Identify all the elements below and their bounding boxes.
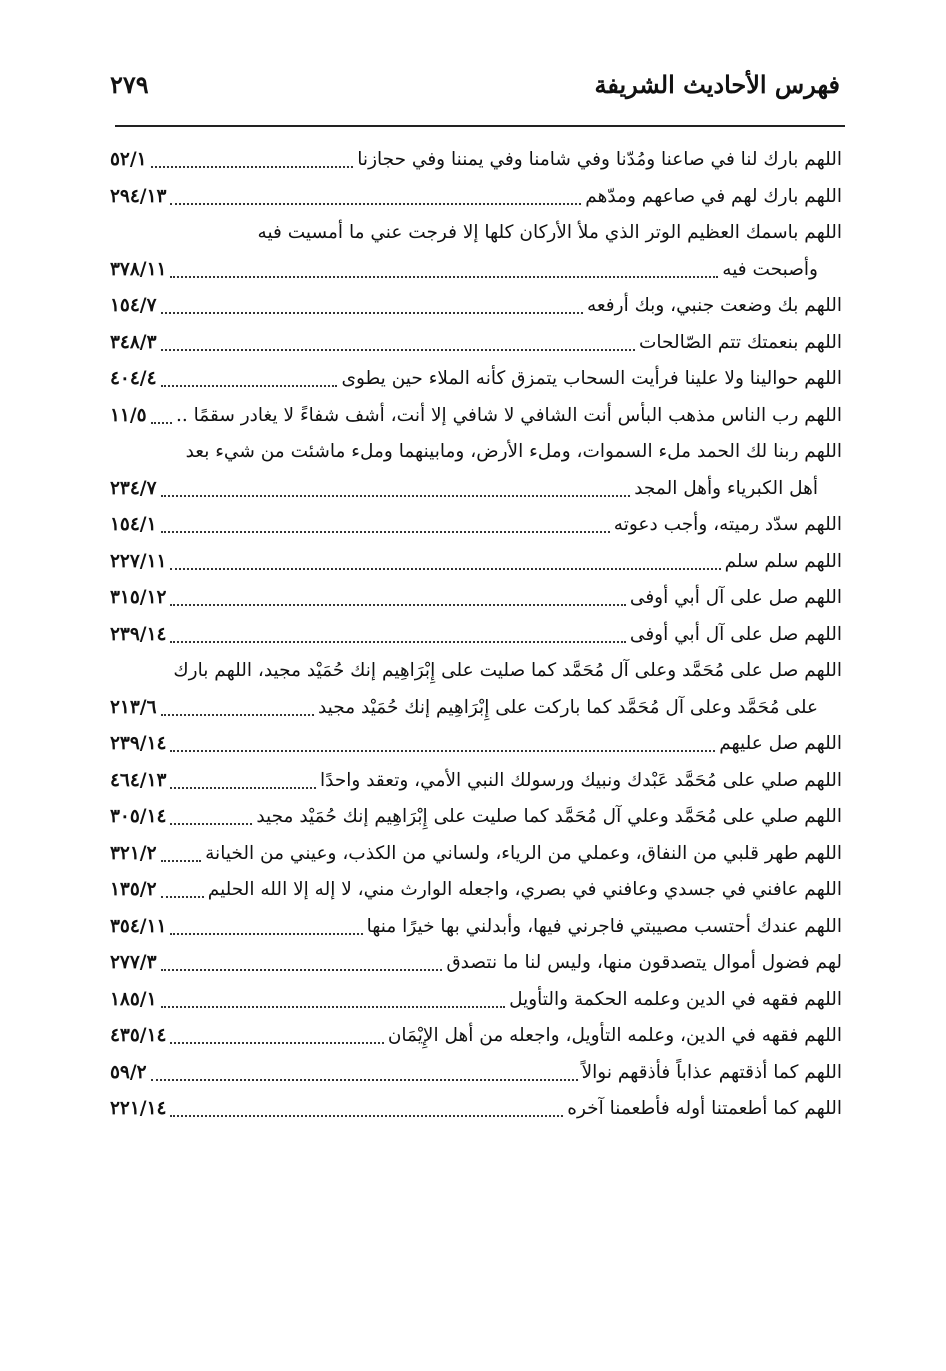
entry-text: اللهم صل عليهم [719,733,842,754]
entry-text: اللهم صلي على مُحَمَّد عَبْدك ونبيك ورسولك النبي الأمي، وتعقد واحدًا [319,769,842,791]
leader-dots [161,1006,506,1008]
entry-text: اللهم صل على مُحَمَّد وعلى آل مُحَمَّد كما صليت على إِبْرَاهِيم إنك حُمَيْد مجيد، اللهم بارك [173,660,842,681]
entry-reference: ١١/٥ [110,404,147,426]
entry-reference: ٣٥٤/١١ [110,915,167,937]
hadith-index-list [110,142,842,1128]
entry-text: اللهم طهر قلبي من النفاق، وعملي من الرياء، ولساني من الكذب، وعيني من الخيانة [205,842,842,864]
list-item [110,653,842,690]
leader-dots [170,750,715,752]
entry-reference: ١٥٤/٧ [110,295,157,316]
entry-reference: ٣٠٥/١٤ [110,806,167,827]
entry-reference: ٤٠٤/٤ [110,368,157,389]
entry-text: اللهم سلم سلم [724,550,842,572]
entry-text: اللهم سدّد رميته، وأجب دعوته [613,514,842,535]
list-item [110,325,842,362]
leader-dots [161,385,338,387]
entry-reference: ١٨٥/١ [110,988,157,1010]
entry-text: اللهم عندك أحتسب مصيبتي فاجرني فيها، وأبدلني بها خيرًا منها [366,915,842,937]
list-item [110,471,842,508]
leader-dots [161,896,204,898]
list-item [110,142,842,179]
list-item [110,763,842,800]
entry-text: اللهم بك وضعت جنبي، وبك أرفعه [586,295,842,316]
list-item [110,799,842,836]
entry-text: وأصبحت فيه [722,258,818,280]
leader-dots [170,604,625,606]
entry-reference: ٥٩/٢ [110,1061,147,1083]
entry-text: اللهم رب الناس مذهب البأس أنت الشافي لا شافي إلا أنت، أشف شفاءً لا يغادر سقمًا .. [176,404,842,426]
entry-text: اللهم باسمك العظيم الوتر الذي ملأ الأركان كلها إلا فرجت عني ما أمسيت فيه [257,222,842,243]
leader-dots [161,349,635,351]
list-item [110,872,842,909]
entry-reference: ٢٩٤/١٣ [110,185,167,207]
list-item [110,1018,842,1055]
entry-text: اللهم فقهه في الدين، وعلمه التأويل، واجعله من أهل الإِيْمَان [387,1025,842,1046]
leader-dots [151,1079,578,1081]
list-item [110,982,842,1019]
list-item [110,1091,842,1128]
leader-dots [161,969,443,971]
leader-dots [170,203,581,205]
leader-dots [161,860,202,862]
entry-text: اللهم عافني في جسدي وعافني في بصري، واجعله الوارث مني، لا إله إلا الله الحليم [207,879,842,900]
leader-dots [151,422,172,424]
list-item [110,1055,842,1092]
entry-reference: ٢٣٩/١٤ [110,733,167,754]
entry-text: على مُحَمَّد وعلى آل مُحَمَّد كما باركت على إِبْرَاهِيم إنك حُمَيْد مجيد [317,696,818,718]
entry-reference: ٣٤٨/٣ [110,331,157,353]
entry-reference: ١٥٤/١ [110,514,157,535]
entry-text: اللهم بارك لهم في صاعهم ومدّهم [585,185,842,207]
list-item [110,836,842,873]
list-item [110,398,842,435]
entry-reference: ٤٣٥/١٤ [110,1025,167,1046]
entry-text: اللهم حوالينا ولا علينا فرأيت السحاب يتمزق كأنه الملاء حين يطوى [341,368,842,389]
entry-text: لهم فضول أموال يتصدقون منها، وليس لنا ما نتصدق [446,952,842,973]
entry-reference: ٣٢١/٢ [110,842,157,864]
entry-text: أهل الكبرياء وأهل المجد [634,477,818,499]
list-item [110,215,842,252]
entry-reference: ٢٢٧/١١ [110,550,167,572]
list-item [110,179,842,216]
list-item [110,288,842,325]
leader-dots [161,714,314,716]
leader-dots [161,531,610,533]
entry-reference: ٣٧٨/١١ [110,258,167,280]
leader-dots [161,312,583,314]
entry-reference: ٣١٥/١٢ [110,587,167,608]
leader-dots [170,1042,383,1044]
entry-reference: ٢٧٧/٣ [110,952,157,973]
leader-dots [161,495,631,497]
leader-dots [170,933,362,935]
entry-reference: ٤٦٤/١٣ [110,769,167,791]
entry-reference: ٥٢/١ [110,149,147,170]
page-title: فهرس الأحاديث الشريفة [594,70,840,99]
list-item [110,726,842,763]
entry-text: اللهم ربنا لك الحمد ملء السموات، وملء الأرض، ومابينهما وملء ماشئت من شيء بعد [185,441,842,462]
entry-reference: ٢٣٤/٧ [110,477,157,499]
list-item [110,580,842,617]
entry-reference: ٢١٣/٦ [110,696,157,718]
list-item [110,434,842,471]
list-item [110,252,842,289]
entry-text: اللهم صلي على مُحَمَّد وعلي آل مُحَمَّد كما صليت على إِبْرَاهِيم إنك حُمَيْد مجيد [256,806,842,827]
entry-reference: ٢٢١/١٤ [110,1098,167,1119]
entry-text: اللهم كما أذقتهم عذاباً فأذقهم نوالاً [581,1061,842,1083]
entry-text: اللهم بارك لنا في صاعنا ومُدّنا وفي شامنا وفي يمننا وفي حجازنا [357,149,842,170]
leader-dots [151,166,354,168]
leader-dots [170,1115,563,1117]
leader-dots [170,823,252,825]
leader-dots [170,276,718,278]
leader-dots [170,787,316,789]
entry-text: اللهم صل على آل أبي أوفى [629,587,842,608]
list-item [110,361,842,398]
leader-dots [170,641,625,643]
entry-text: اللهم بنعمتك تتم الصّالحات [638,331,842,353]
entry-reference: ٢٣٩/١٤ [110,623,167,645]
list-item [110,544,842,581]
entry-reference: ١٣٥/٢ [110,879,157,900]
entry-text: اللهم صل على آل أبي أوفى [629,623,842,645]
list-item [110,690,842,727]
leader-dots [170,568,720,570]
list-item [110,945,842,982]
header-rule [115,125,845,127]
list-item [110,909,842,946]
page-number: ٢٧٩ [110,70,149,99]
entry-text: اللهم كما أطعمتنا أوله فأطعمنا آخره [567,1098,842,1119]
list-item [110,617,842,654]
entry-text: اللهم فقهه في الدين وعلمه الحكمة والتأويل [509,988,842,1010]
page-header [110,70,840,118]
list-item [110,507,842,544]
